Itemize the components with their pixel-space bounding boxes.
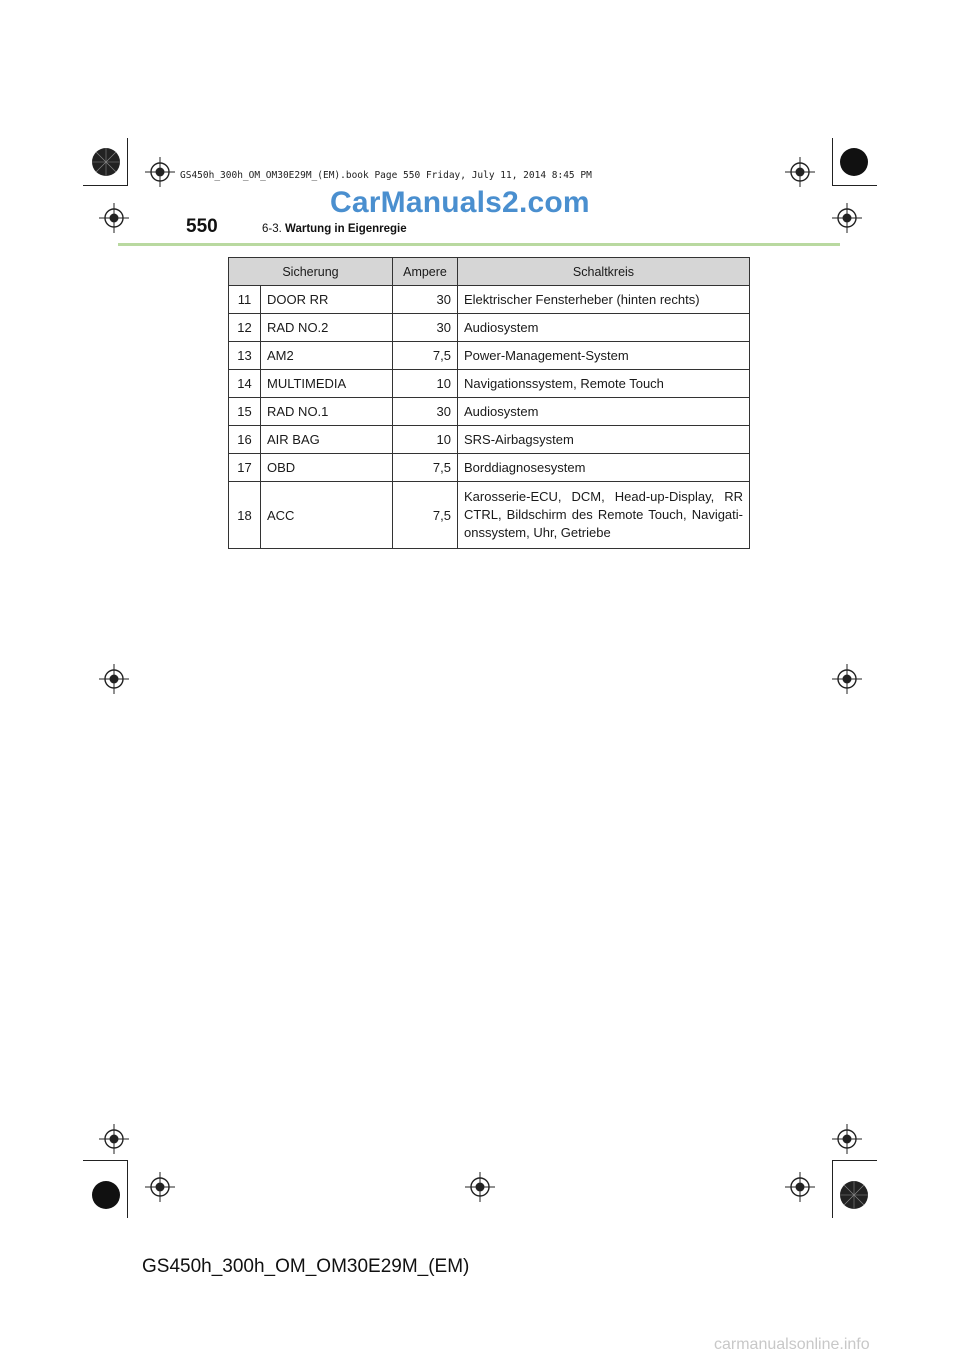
table-row: [229, 314, 750, 342]
fuse-number: 18: [229, 482, 261, 549]
fuse-ampere: 7,5: [393, 482, 458, 549]
fuse-number: 16: [229, 426, 261, 454]
crop-line: [83, 1160, 127, 1161]
fuse-name: RAD NO.2: [261, 314, 393, 342]
fuse-number: 13: [229, 342, 261, 370]
column-header-ampere: Ampere: [393, 258, 458, 286]
fuse-circuit: Karosserie-ECU, DCM, Head-up-Display, RR CTRL, Bildschirm des Remote Touch, Navigati-onssystem, Uhr, Getriebe: [458, 482, 750, 549]
section-title-text: Wartung in Eigenregie: [285, 223, 407, 235]
fuse-number: 17: [229, 454, 261, 482]
section-number: 6-3.: [262, 223, 282, 235]
crop-line: [83, 185, 127, 186]
crop-line: [127, 1160, 128, 1218]
fuse-circuit: Navigationssystem, Remote Touch: [458, 370, 750, 398]
page-number: 550: [186, 216, 218, 237]
fuse-name: OBD: [261, 454, 393, 482]
registration-mark-icon: [145, 1172, 175, 1202]
registration-mark-icon: [832, 664, 862, 694]
header-rule: [118, 243, 840, 246]
fuse-number: 15: [229, 398, 261, 426]
registration-mark-icon: [145, 157, 175, 187]
fuse-number: 11: [229, 286, 261, 314]
registration-mark-icon: [99, 1124, 129, 1154]
footer-model-code: GS450h_300h_OM_OM30E29M_(EM): [142, 1256, 470, 1277]
footer-watermark: carmanualsonline.info: [714, 1336, 870, 1353]
fuse-name: MULTIMEDIA: [261, 370, 393, 398]
fuse-name: DOOR RR: [261, 286, 393, 314]
corner-dot-icon: [837, 145, 871, 179]
fuse-number: 12: [229, 314, 261, 342]
fuse-name: AIR BAG: [261, 426, 393, 454]
registration-mark-icon: [832, 203, 862, 233]
fuse-ampere: 30: [393, 398, 458, 426]
fuse-circuit: Power-Management-System: [458, 342, 750, 370]
fuse-circuit: Audiosystem: [458, 398, 750, 426]
fuse-circuit: Elektrischer Fensterheber (hinten rechts): [458, 286, 750, 314]
table-row: [229, 482, 750, 549]
registration-mark-icon: [785, 157, 815, 187]
fuse-table: [228, 257, 750, 549]
column-header-fuse: Sicherung: [229, 258, 393, 286]
fuse-number: 14: [229, 370, 261, 398]
fuse-ampere: 10: [393, 370, 458, 398]
fuse-ampere: 7,5: [393, 454, 458, 482]
table-header-row: [229, 258, 750, 286]
fuse-ampere: 30: [393, 314, 458, 342]
table-row: [229, 286, 750, 314]
fuse-ampere: 30: [393, 286, 458, 314]
table-row: [229, 454, 750, 482]
fuse-ampere: 7,5: [393, 342, 458, 370]
table-row: [229, 398, 750, 426]
book-file-line: GS450h_300h_OM_OM30E29M_(EM).book Page 550 Friday, July 11, 2014 8:45 PM: [180, 170, 592, 181]
fuse-circuit: Audiosystem: [458, 314, 750, 342]
table-row: [229, 342, 750, 370]
corner-sunburst-icon: [89, 145, 123, 179]
crop-line: [127, 138, 128, 186]
fuse-name: AM2: [261, 342, 393, 370]
section-title: [262, 223, 407, 235]
table-row: [229, 370, 750, 398]
registration-mark-icon: [785, 1172, 815, 1202]
registration-mark-icon: [832, 1124, 862, 1154]
crop-line: [832, 1160, 833, 1218]
fuse-circuit: SRS-Airbagsystem: [458, 426, 750, 454]
fuse-name: ACC: [261, 482, 393, 549]
registration-mark-icon: [465, 1172, 495, 1202]
corner-dot-icon: [89, 1178, 123, 1212]
crop-line: [832, 138, 833, 186]
registration-mark-icon: [99, 203, 129, 233]
crop-line: [832, 1160, 877, 1161]
watermark-text: CarManuals2.com: [330, 186, 590, 219]
fuse-name: RAD NO.1: [261, 398, 393, 426]
corner-sunburst-icon: [837, 1178, 871, 1212]
column-header-circuit: Schaltkreis: [458, 258, 750, 286]
fuse-ampere: 10: [393, 426, 458, 454]
crop-line: [832, 185, 877, 186]
fuse-circuit: Borddiagnosesystem: [458, 454, 750, 482]
registration-mark-icon: [99, 664, 129, 694]
table-row: [229, 426, 750, 454]
